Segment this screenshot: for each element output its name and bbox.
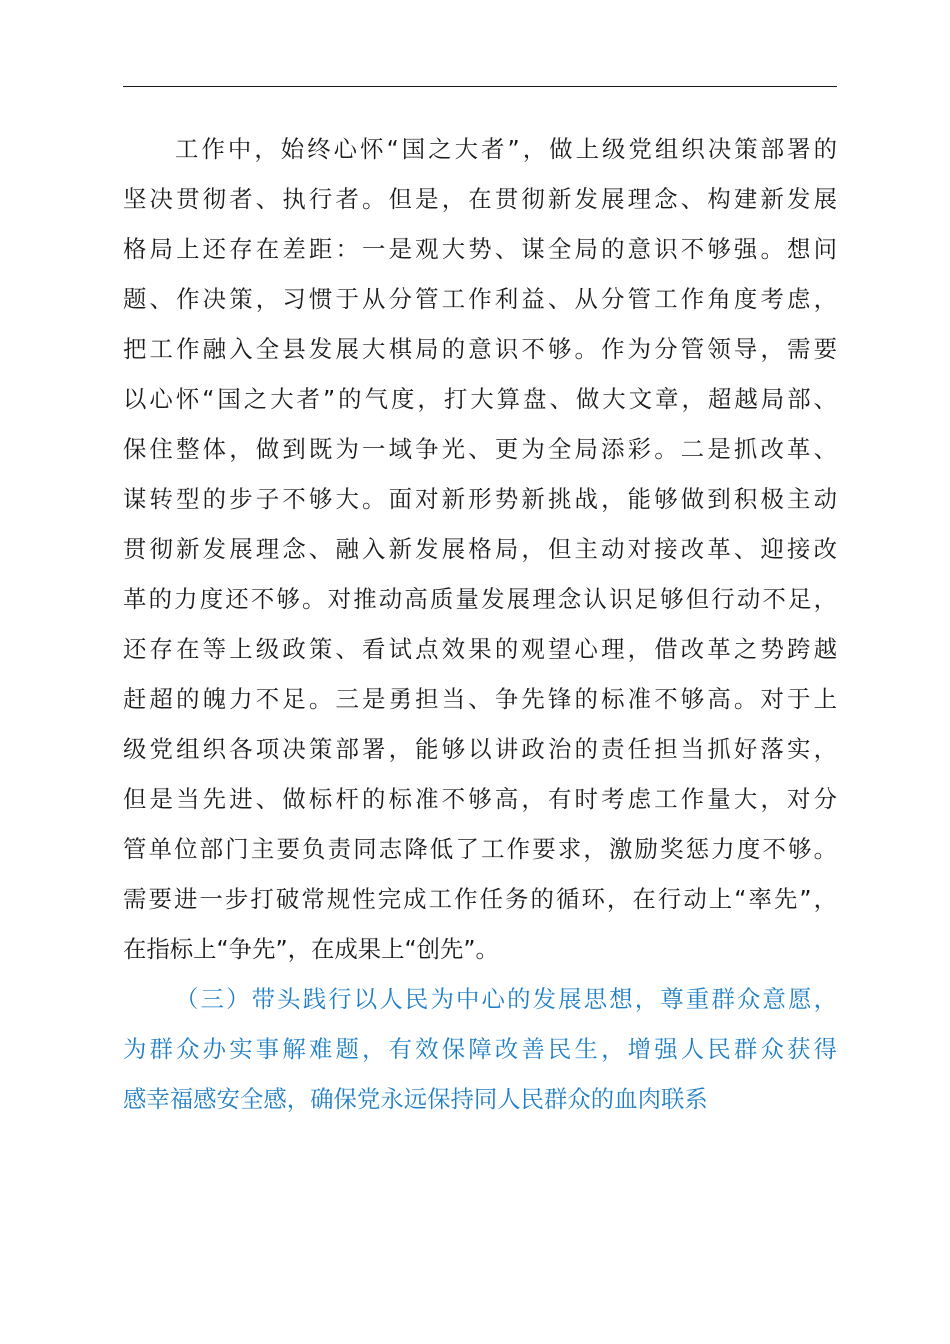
paragraph-line: 题、作决策，习惯于从分管工作利益、从分管工作角度考虑， xyxy=(123,285,837,313)
paragraph-line: 把工作融入全县发展大棋局的意识不够。作为分管领导，需要 xyxy=(123,335,837,363)
paragraph-line: 管单位部门主要负责同志降低了工作要求，激励奖惩力度不够。 xyxy=(123,835,837,863)
heading-line: 感幸福感安全感，确保党永远保持同人民群众的血肉联系 xyxy=(123,1085,708,1113)
paragraph-line: 格局上还存在差距：一是观大势、谋全局的意识不够强。想问 xyxy=(123,235,837,263)
paragraph-line: 在指标上“争先”，在成果上“创先”。 xyxy=(123,935,499,963)
paragraph-line: 赶超的魄力不足。三是勇担当、争先锋的标准不够高。对于上 xyxy=(123,685,837,713)
paragraph-line: 保住整体，做到既为一域争光、更为全局添彩。二是抓改革、 xyxy=(123,435,837,463)
header-rule xyxy=(123,86,837,87)
paragraph-line: 需要进一步打破常规性完成工作任务的循环，在行动上“率先”， xyxy=(123,885,837,913)
paragraph-line: 以心怀“国之大者”的气度，打大算盘、做大文章，超越局部、 xyxy=(123,385,837,413)
paragraph-line: 但是当先进、做标杆的标准不够高，有时考虑工作量大，对分 xyxy=(123,785,837,813)
section-heading xyxy=(123,974,837,1124)
heading-line: （三）带头践行以人民为中心的发展思想，尊重群众意愿， xyxy=(175,985,837,1013)
paragraph-body xyxy=(123,124,837,974)
paragraph-line: 革的力度还不够。对推动高质量发展理念认识足够但行动不足， xyxy=(123,585,837,613)
paragraph-line: 级党组织各项决策部署，能够以讲政治的责任担当抓好落实， xyxy=(123,735,837,763)
paragraph-line: 谋转型的步子不够大。面对新形势新挑战，能够做到积极主动 xyxy=(123,485,837,513)
paragraph-line: 贯彻新发展理念、融入新发展格局，但主动对接改革、迎接改 xyxy=(123,535,837,563)
paragraph-line: 还存在等上级政策、看试点效果的观望心理，借改革之势跨越 xyxy=(123,635,837,663)
document-body xyxy=(123,124,837,1124)
paragraph-line: 工作中，始终心怀“国之大者”，做上级党组织决策部署的 xyxy=(175,135,837,163)
heading-line: 为群众办实事解难题，有效保障改善民生，增强人民群众获得 xyxy=(123,1035,837,1063)
paragraph-line: 坚决贯彻者、执行者。但是，在贯彻新发展理念、构建新发展 xyxy=(123,185,837,213)
